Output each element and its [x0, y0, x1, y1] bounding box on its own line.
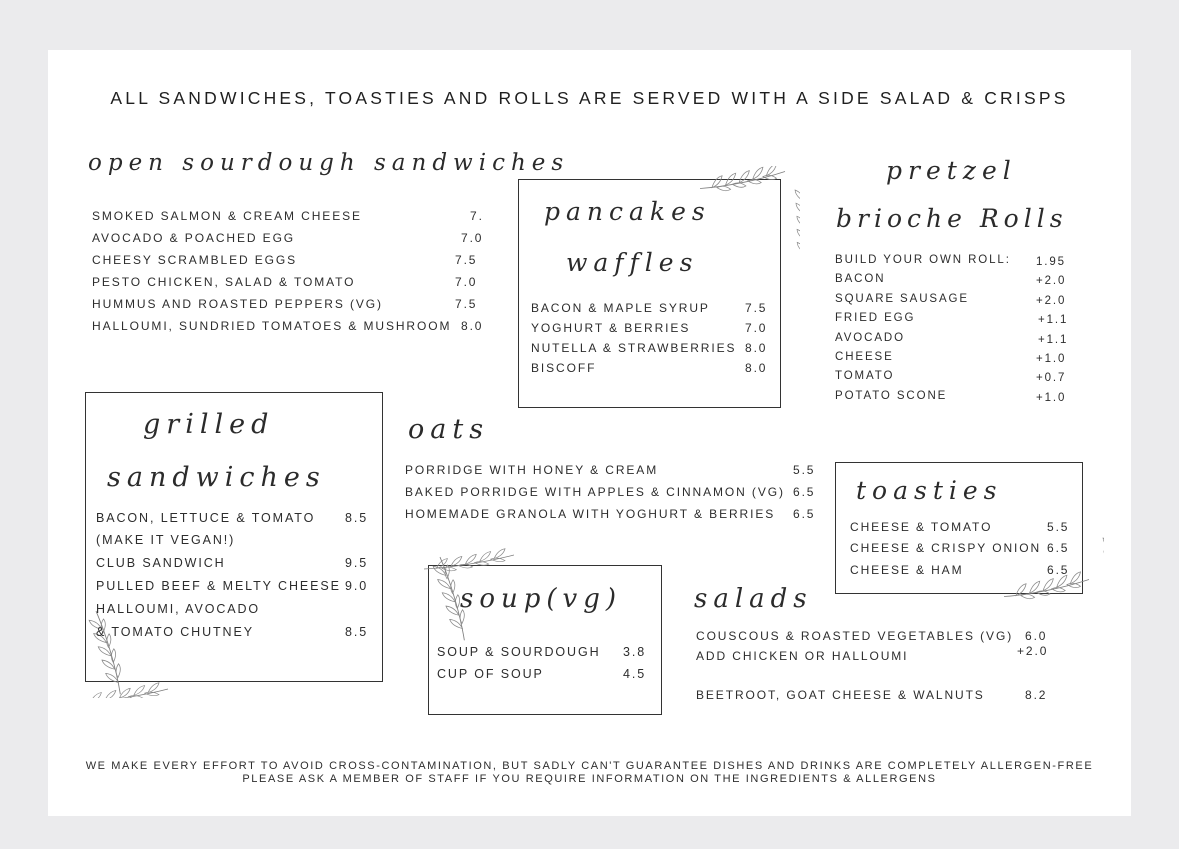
menu-item-name: BACON & MAPLE SYRUP: [531, 301, 710, 315]
menu-item-name: BACON: [835, 273, 886, 285]
menu-item-price: 7.0: [745, 321, 768, 335]
grilled-title: grilled: [143, 409, 275, 440]
menu-item-price: 8.2: [1025, 688, 1048, 702]
menu-item-price: 3.8: [623, 645, 647, 659]
menu-item-price: 7.5: [455, 253, 478, 267]
menu-item-name: BEETROOT, GOAT CHEESE & WALNUTS: [696, 688, 985, 702]
menu-item-name: POTATO SCONE: [835, 390, 948, 402]
menu-item-price: 9.5: [345, 556, 369, 570]
menu-item-price: +1.0: [1036, 392, 1067, 404]
menu-item-price: 7.0: [455, 275, 478, 289]
menu-item-name: HALLOUMI, SUNDRIED TOMATOES & MUSHROOM: [92, 319, 452, 333]
menu-item-price: 9.0: [345, 579, 369, 593]
menu-item-name: CHEESE & CRISPY ONION: [850, 541, 1042, 555]
menu-item-price: 7.: [470, 209, 484, 223]
allergen-staff-note: PLEASE ASK A MEMBER OF STAFF IF YOU REQUIRE INFORMATION ON THE INGREDIENTS & ALLERGENS: [242, 773, 937, 785]
menu-item-price: 6.5: [1047, 541, 1070, 555]
leaf-sprig-icon: [700, 166, 800, 266]
menu-item-name: CHEESY SCRAMBLED EGGS: [92, 253, 298, 267]
menu-item-name: CHEESE & TOMATO: [850, 520, 993, 534]
menu-item-price: +1.1: [1038, 334, 1069, 346]
menu-item-price: 8.0: [745, 361, 768, 375]
menu-item-price: 6.5: [793, 485, 816, 499]
menu-item-price: 4.5: [623, 667, 647, 681]
menu-item-name: CLUB SANDWICH: [96, 556, 226, 570]
menu-item-name: CHEESE & HAM: [850, 563, 964, 577]
menu-item-name: SQUARE SAUSAGE: [835, 293, 969, 305]
menu-item-name: PORRIDGE WITH HONEY & CREAM: [405, 463, 659, 477]
menu-item-price: 8.5: [345, 511, 369, 525]
menu-item-price: +2.0: [1036, 275, 1067, 287]
menu-item-name: BUILD YOUR OWN ROLL:: [835, 254, 1011, 266]
menu-item-price: 6.0: [1025, 629, 1048, 643]
menu-item-price: +1.1: [1038, 314, 1069, 326]
menu-item-name: PULLED BEEF & MELTY CHEESE: [96, 579, 341, 593]
menu-item-price: +1.0: [1036, 353, 1067, 365]
toasties-title: toasties: [856, 476, 1003, 505]
salads-title: salads: [694, 584, 813, 614]
menu-item-name: ADD CHICKEN OR HALLOUMI: [696, 649, 909, 663]
menu-item-price: 8.5: [345, 625, 369, 639]
pancakes-title: pancakes: [544, 197, 711, 226]
menu-item-price: 8.0: [745, 341, 768, 355]
menu-item-name: BACON, LETTUCE & TOMATO: [96, 511, 316, 525]
brioche-rolls-title: brioche Rolls: [836, 204, 1068, 233]
menu-item-name: HUMMUS AND ROASTED PEPPERS (VG): [92, 297, 383, 311]
menu-item-name: NUTELLA & STRAWBERRIES: [531, 341, 737, 355]
menu-item-price: +2.0: [1036, 295, 1067, 307]
menu-item-name: & TOMATO CHUTNEY: [96, 625, 254, 639]
menu-item-price: 7.0: [461, 231, 484, 245]
menu-item-name: PESTO CHICKEN, SALAD & TOMATO: [92, 275, 356, 289]
menu-item-price: 7.5: [455, 297, 478, 311]
menu-item-price: 8.0: [461, 319, 484, 333]
menu-item-price: 5.5: [1047, 520, 1070, 534]
oats-title: oats: [408, 414, 490, 445]
waffles-title: waffles: [566, 248, 699, 277]
menu-item-name: (MAKE IT VEGAN!): [96, 533, 236, 547]
menu-item-name: SOUP & SOURDOUGH: [437, 645, 601, 659]
menu-item-name: AVOCADO & POACHED EGG: [92, 231, 296, 245]
menu-item-name: YOGHURT & BERRIES: [531, 321, 691, 335]
menu-item-name: COUSCOUS & ROASTED VEGETABLES (VG): [696, 629, 1014, 643]
menu-item-price: 6.5: [1047, 563, 1070, 577]
menu-item-name: TOMATO: [835, 370, 895, 382]
soup-title: soup(vg): [460, 584, 623, 614]
menu-item-price: +0.7: [1036, 372, 1067, 384]
menu-item-name: CHEESE: [835, 351, 894, 363]
menu-item-name: FRIED EGG: [835, 312, 916, 324]
menu-item-name: BISCOFF: [531, 361, 597, 375]
menu-item-name: HOMEMADE GRANOLA WITH YOGHURT & BERRIES: [405, 507, 776, 521]
menu-item-price: 6.5: [793, 507, 816, 521]
open-sourdough-title: open sourdough sandwiches: [88, 150, 570, 176]
pretzel-title: pretzel: [886, 156, 1017, 185]
menu-item-name: SMOKED SALMON & CREAM CHEESE: [92, 209, 362, 223]
menu-item-price: 7.5: [745, 301, 768, 315]
menu-item-price: 1.95: [1036, 256, 1066, 268]
allergen-notice: WE MAKE EVERY EFFORT TO AVOID CROSS-CONTAMINATION, BUT SADLY CAN'T GUARANTEE DISHES AND DRINKS ARE COMPLETELY ALLERGEN-FREE: [85, 760, 1094, 772]
menu-item-name: CUP OF SOUP: [437, 667, 544, 681]
menu-item-name: BAKED PORRIDGE WITH APPLES & CINNAMON (VG): [405, 485, 785, 499]
menu-item-price: +2.0: [1017, 644, 1049, 658]
sandwiches-title: sandwiches: [107, 462, 326, 493]
menu-headline: ALL SANDWICHES, TOASTIES AND ROLLS ARE SERVED WITH A SIDE SALAD & CRISPS: [110, 88, 1069, 108]
menu-item-name: HALLOUMI, AVOCADO: [96, 602, 261, 616]
menu-item-price: 5.5: [793, 463, 816, 477]
menu-item-name: AVOCADO: [835, 332, 905, 344]
